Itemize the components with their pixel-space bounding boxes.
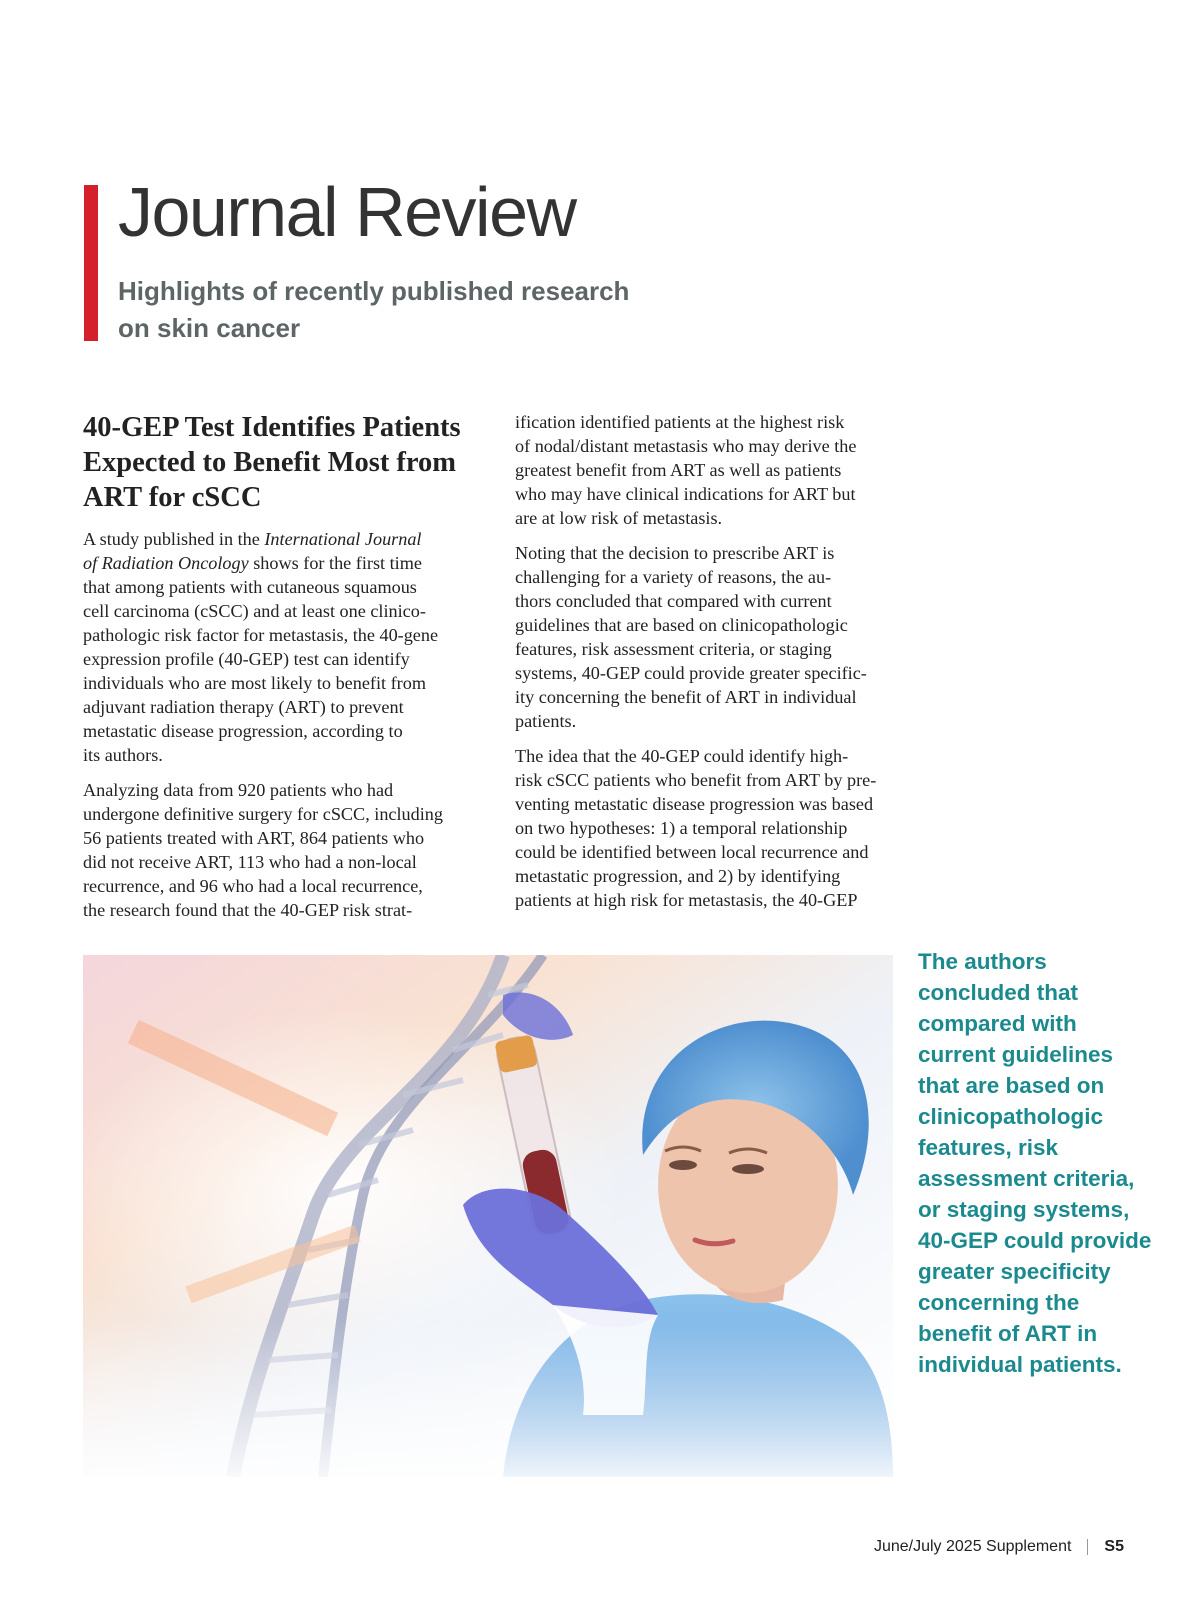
pull-quote-line: current guidelines xyxy=(918,1042,1114,1067)
paragraph-line xyxy=(83,527,478,551)
pull-quote-line: greater specificity xyxy=(918,1259,1111,1284)
paragraph-line: guidelines that are based on clinicopathologic xyxy=(515,615,848,635)
paragraph-line: individuals who are most likely to benefit from xyxy=(83,673,426,693)
paragraph-line: did not receive ART, 113 who had a non-local xyxy=(83,852,417,872)
pull-quote-line: clinicopathologic xyxy=(918,1104,1104,1129)
paragraph-line: undergone definitive surgery for cSCC, including xyxy=(83,804,443,824)
paragraph-line: greatest benefit from ART as well as patients xyxy=(515,460,842,480)
pull-quote-line: assessment criteria, xyxy=(918,1166,1135,1191)
paragraph-line: that among patients with cutaneous squamous xyxy=(83,577,417,597)
paragraph-line: could be identified between local recurrence and xyxy=(515,842,869,862)
pull-quote-line: 40-GEP could provide xyxy=(918,1228,1152,1253)
line-text: A study published in the xyxy=(83,529,265,549)
paragraph-line: on two hypotheses: 1) a temporal relationship xyxy=(515,818,848,838)
paragraph-line: metastatic progression, and 2) by identifying xyxy=(515,866,841,886)
pull-quote-line: concerning the xyxy=(918,1290,1080,1315)
pull-quote-line: The authors xyxy=(918,949,1047,974)
paragraph-line: systems, 40-GEP could provide greater specific- xyxy=(515,663,867,683)
paragraph-line: Noting that the decision to prescribe ART is xyxy=(515,543,835,563)
paragraph-line: thors concluded that compared with current xyxy=(515,591,832,611)
paragraph-line: who may have clinical indications for ART but xyxy=(515,484,856,504)
article-paragraph xyxy=(83,527,478,767)
paragraph-line: its authors. xyxy=(83,745,163,765)
pull-quote xyxy=(918,946,1178,1380)
journal-name: International Journal xyxy=(264,529,422,549)
photo-scientist-dna-icon xyxy=(83,955,893,1477)
pull-quote-line: concluded that xyxy=(918,980,1079,1005)
paragraph-line: adjuvant radiation therapy (ART) to prevent xyxy=(83,697,404,717)
journal-name: of Radiation Oncology xyxy=(83,553,249,573)
paragraph-line: The idea that the 40-GEP could identify high- xyxy=(515,746,849,766)
pull-quote-line: that are based on xyxy=(918,1073,1105,1098)
pull-quote-line: features, risk xyxy=(918,1135,1059,1160)
paragraph-line: Analyzing data from 920 patients who had xyxy=(83,780,394,800)
paragraph-line: the research found that the 40-GEP risk strat- xyxy=(83,900,413,920)
paragraph-line: recurrence, and 96 who had a local recurrence, xyxy=(83,876,423,896)
paragraph-line: patients. xyxy=(515,711,577,731)
paragraph-line: venting metastatic disease progression was based xyxy=(515,794,874,814)
paragraph-line: cell carcinoma (cSCC) and at least one clinico- xyxy=(83,601,426,621)
article-paragraph xyxy=(83,778,478,922)
paragraph-line: are at low risk of metastasis. xyxy=(515,508,723,528)
paragraph-line: risk cSCC patients who benefit from ART by pre- xyxy=(515,770,877,790)
photo-scientist-dna xyxy=(83,955,893,1477)
pull-quote-line: or staging systems, xyxy=(918,1197,1130,1222)
footer-divider xyxy=(1087,1539,1088,1555)
issue-label: June/July 2025 Supplement xyxy=(873,1538,1072,1555)
paragraph-line: ity concerning the benefit of ART in individual xyxy=(515,687,857,707)
paragraph-line: of nodal/distant metastasis who may derive the xyxy=(515,436,857,456)
section-accent-bar xyxy=(84,185,98,341)
section-title: Journal Review xyxy=(118,173,576,251)
pull-quote-line: benefit of ART in xyxy=(918,1321,1098,1346)
paragraph-line: pathologic risk factor for metastasis, the 40-gene xyxy=(83,625,439,645)
paragraph-line: challenging for a variety of reasons, the au- xyxy=(515,567,832,587)
paragraph-line: ification identified patients at the highest risk xyxy=(515,412,845,432)
pull-quote-line: individual patients. xyxy=(918,1352,1122,1377)
article-column-left xyxy=(83,410,478,933)
paragraph-line xyxy=(83,551,478,575)
page-number: S5 xyxy=(1104,1538,1124,1555)
paragraph-line: metastatic disease progression, according to xyxy=(83,721,403,741)
line-text: shows for the first time xyxy=(248,553,422,573)
article-headline: 40-GEP Test Identifies Patients Expected to Benefit Most from ART for cSCC xyxy=(83,412,461,513)
paragraph-line: expression profile (40-GEP) test can identify xyxy=(83,649,410,669)
article-paragraph xyxy=(515,744,910,912)
page-footer xyxy=(874,1538,1124,1556)
article-column-right xyxy=(515,410,910,923)
paragraph-line: patients at high risk for metastasis, the 40-GEP xyxy=(515,890,858,910)
article-paragraph xyxy=(515,410,910,530)
article-paragraph xyxy=(515,541,910,733)
paragraph-line: features, risk assessment criteria, or staging xyxy=(515,639,832,659)
paragraph-line: 56 patients treated with ART, 864 patients who xyxy=(83,828,425,848)
section-subtitle: Highlights of recently published research on skin cancer xyxy=(118,276,630,343)
pull-quote-line: compared with xyxy=(918,1011,1077,1036)
